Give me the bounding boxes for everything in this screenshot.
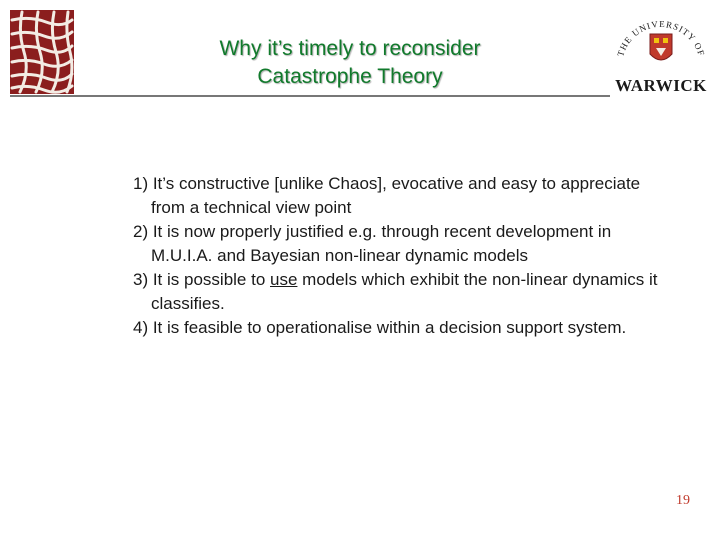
logo-wordmark: WARWICK [615, 76, 707, 95]
list-item-3-prefix: 3) It is possible to [133, 270, 271, 289]
title-line-1: Why it’s timely to reconsider [219, 37, 481, 60]
title-divider [10, 95, 610, 97]
numbered-list [133, 172, 673, 340]
title-line-2: Catastrophe Theory [257, 65, 443, 88]
logo-arc-text: THE UNIVERSITY OF [615, 18, 707, 58]
list-item-4: 4) It is feasible to operationalise within a decision support system. [133, 318, 627, 337]
list-item-1: 1) It’s constructive [unlike Chaos], evocative and easy to appreciate from a technical view point [133, 174, 641, 217]
list-item-3 [133, 268, 673, 316]
list-item-3-suffix: models which exhibit the non-linear dynamics it classifies. [151, 270, 658, 313]
list-item-2: 2) It is now properly justified e.g. through recent development in M.U.I.A. and Bayesian non-linear dynamic models [133, 222, 612, 265]
page-number: 19 [676, 493, 690, 508]
university-logo [608, 12, 714, 104]
crest-icon [608, 12, 714, 76]
corner-weave-graphic [10, 10, 74, 94]
underlined-word: use [270, 270, 298, 289]
slide-title [150, 35, 550, 91]
